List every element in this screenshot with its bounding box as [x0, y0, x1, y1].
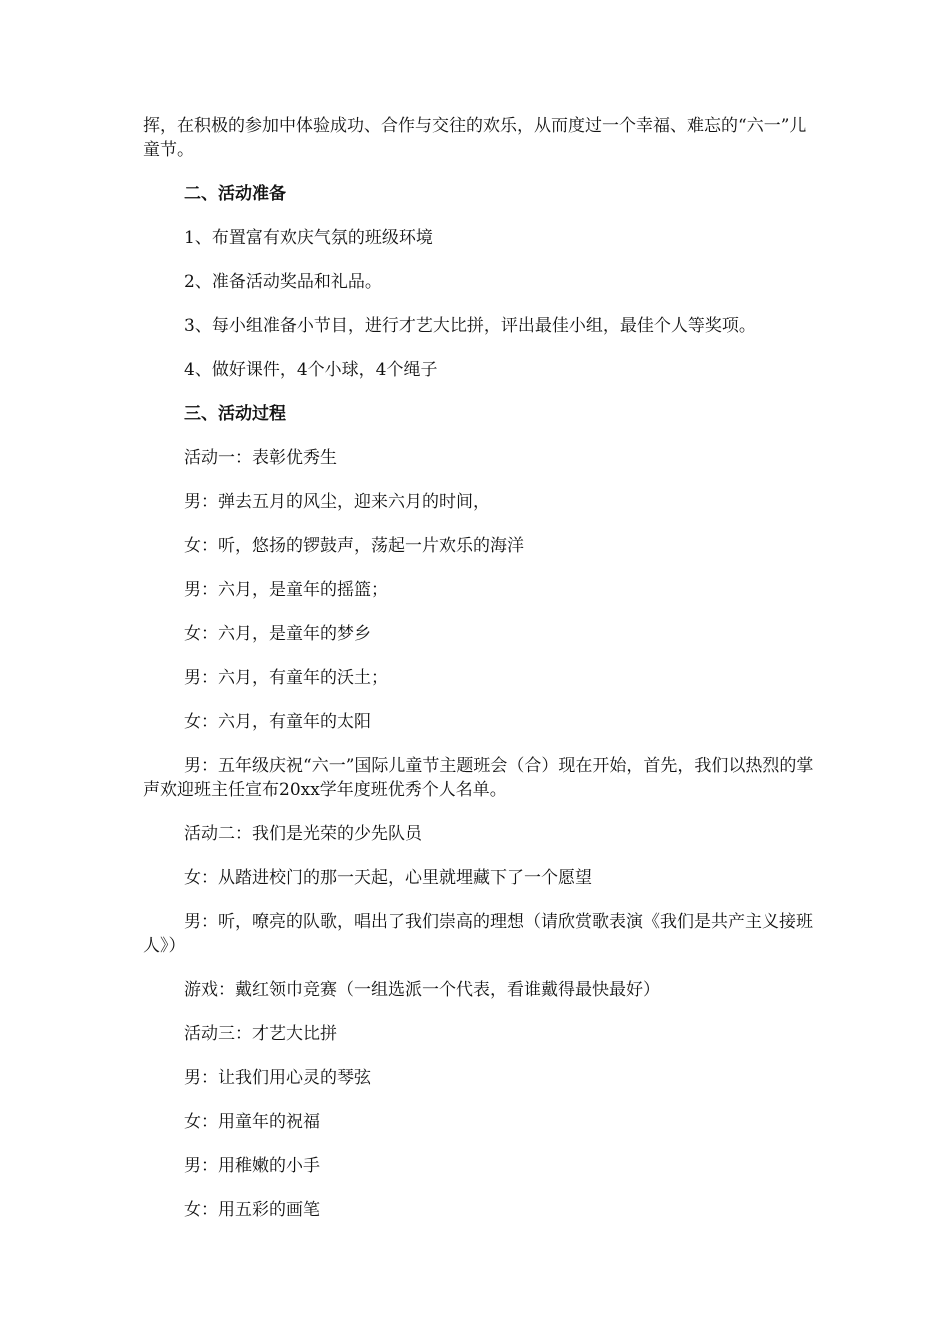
activity-title: 活动二：我们是光荣的少先队员 [184, 824, 422, 844]
paragraph-intro-continued: 挥，在积极的参加中体验成功、合作与交往的欢乐，从而度过一个幸福、难忘的“六一”儿童节。 [143, 116, 807, 160]
document-body [143, 114, 823, 1242]
dialogue-line: 男：六月，是童年的摇篮； [184, 580, 388, 600]
dialogue-line: 女：六月，有童年的太阳 [184, 712, 371, 732]
dialogue-line: 女：用五彩的画笔 [184, 1200, 320, 1220]
dialogue-line: 女：用童年的祝福 [184, 1112, 320, 1132]
dialogue-line: 女：听，悠扬的锣鼓声，荡起一片欢乐的海洋 [184, 536, 524, 556]
dialogue-line: 女：从踏进校门的那一天起，心里就埋藏下了一个愿望 [184, 868, 592, 888]
dialogue-line: 男：让我们用心灵的琴弦 [184, 1068, 371, 1088]
dialogue-line: 男：五年级庆祝“六一”国际儿童节主题班会（合）现在开始，首先，我们以热烈的掌声欢迎班主任宣布20xx学年度班优秀个人名单。 [143, 756, 814, 800]
dialogue-line: 男：用稚嫩的小手 [184, 1156, 320, 1176]
section-heading-process: 三、活动过程 [184, 404, 286, 424]
game-line: 游戏：戴红领巾竞赛（一组选派一个代表，看谁戴得最快最好） [184, 980, 660, 1000]
activity-title: 活动三：才艺大比拼 [184, 1024, 337, 1044]
activity-title: 活动一：表彰优秀生 [184, 448, 337, 468]
dialogue-line: 男：弹去五月的风尘，迎来六月的时间， [184, 492, 490, 512]
dialogue-line: 男：六月，有童年的沃土； [184, 668, 388, 688]
list-item: 1、布置富有欢庆气氛的班级环境 [184, 228, 433, 248]
dialogue-line: 男：听，嘹亮的队歌，唱出了我们崇高的理想（请欣赏歌表演《我们是共产主义接班人》） [143, 912, 813, 956]
list-item: 2、准备活动奖品和礼品。 [184, 272, 382, 292]
section-heading-preparation: 二、活动准备 [184, 184, 286, 204]
list-item: 4、做好课件，4个小球，4个绳子 [184, 360, 438, 380]
dialogue-line: 女：六月，是童年的梦乡 [184, 624, 371, 644]
list-item: 3、每小组准备小节目，进行才艺大比拼，评出最佳小组，最佳个人等奖项。 [184, 316, 756, 336]
